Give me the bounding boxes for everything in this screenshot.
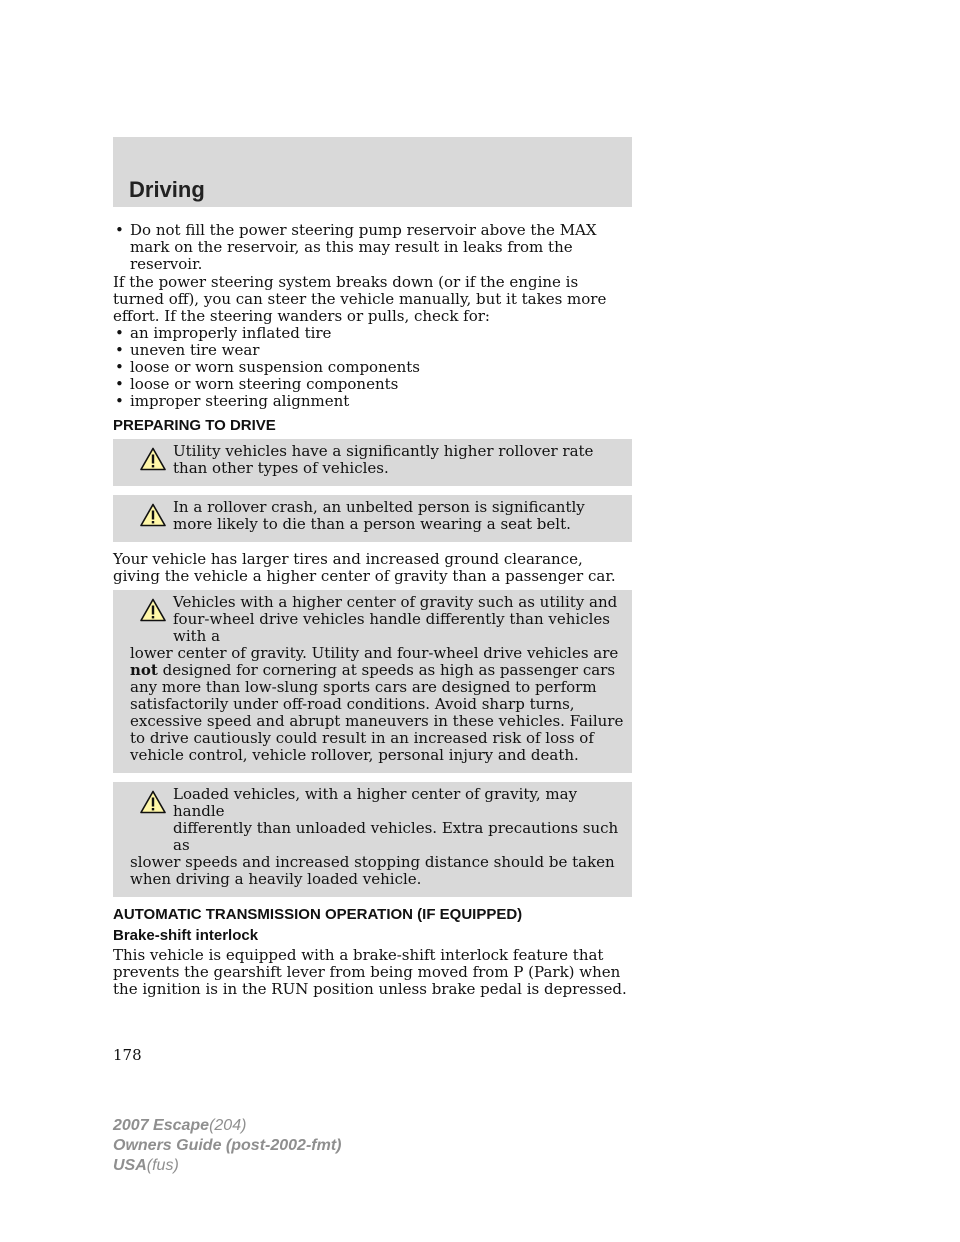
warning-box	[113, 590, 632, 773]
bullet-glyph: •	[115, 375, 124, 393]
warning-box	[113, 495, 632, 542]
warning-box	[113, 782, 632, 897]
paragraph-interlock: This vehicle is equipped with a brake-shift interlock feature that prevents the gearshift lever from being moved from P (Park) when the ignition is in the RUN position unless brake pedal is depressed.	[113, 946, 627, 998]
list-item	[113, 222, 632, 273]
warning-text: Utility vehicles have a significantly higher rollover rate than other types of vehicles.	[173, 442, 594, 477]
warning-text-line: Loaded vehicles, with a higher center of gravity, may handle	[173, 785, 578, 820]
list-item-text: uneven tire wear	[130, 341, 260, 359]
list-item-text: loose or worn steering components	[130, 375, 399, 393]
page-content	[113, 222, 632, 998]
intro-bullet-list	[113, 222, 632, 273]
list-item	[113, 393, 632, 410]
list-item-text: loose or worn suspension components	[130, 358, 421, 376]
footer-market-code: (fus)	[146, 1157, 179, 1174]
warning-text-segment: designed for cornering at speeds as high as passenger cars any more than low-slung sports cars are designed to perform satisfactorily under off-road conditions. Avoid sharp turns, excessive speed and abrupt maneuvers in these vehicles. Failure to drive cautiously could result in an increased risk of loss of vehicle control, vehicle rollover, personal injury and death.	[130, 661, 624, 764]
page-title: Driving	[129, 177, 205, 202]
warning-text-rest	[130, 644, 623, 764]
section-heading-preparing: PREPARING TO DRIVE	[113, 417, 276, 434]
warning-triangle-icon	[140, 790, 166, 814]
footer-line	[113, 1116, 341, 1136]
footer-model: 2007 Escape	[113, 1117, 210, 1134]
list-item-text: an improperly inflated tire	[130, 324, 332, 342]
bullet-glyph: •	[115, 392, 124, 410]
warning-text-line: Vehicles with a higher center of gravity such as utility and	[173, 593, 618, 611]
warning-text-rest: slower speeds and increased stopping distance should be taken when driving a heavily loaded vehicle.	[130, 853, 615, 888]
warning-text-line: differently than unloaded vehicles. Extra precautions such as	[173, 819, 619, 854]
warning-box	[113, 439, 632, 486]
list-item	[113, 376, 632, 393]
list-item	[113, 359, 632, 376]
page-number: 178	[113, 1046, 142, 1064]
footer-line	[113, 1136, 341, 1156]
list-item-text: improper steering alignment	[130, 392, 350, 410]
list-item	[113, 342, 632, 359]
warning-text-segment: lower center of gravity. Utility and four-wheel drive vehicles are	[130, 644, 619, 662]
bullet-glyph: •	[115, 324, 124, 342]
paragraph-tires: Your vehicle has larger tires and increased ground clearance, giving the vehicle a higher center of gravity than a passenger car.	[113, 550, 616, 585]
footer-line	[113, 1156, 341, 1176]
subsection-heading-interlock: Brake-shift interlock	[113, 927, 259, 944]
section-heading-transmission: AUTOMATIC TRANSMISSION OPERATION (IF EQUIPPED)	[113, 906, 523, 923]
warning-triangle-icon	[140, 447, 166, 471]
warning-emphasis: not	[130, 661, 158, 679]
warning-triangle-icon	[140, 503, 166, 527]
warning-text-line: four-wheel drive vehicles handle differently than vehicles with a	[173, 610, 610, 645]
bullet-glyph: •	[115, 221, 124, 239]
footer-model-code: (204)	[209, 1117, 247, 1134]
section-header	[113, 137, 632, 207]
list-item-text: Do not fill the power steering pump reservoir above the MAX mark on the reservoir, as this may result in leaks from the reservoir.	[130, 221, 597, 273]
bullet-glyph: •	[115, 358, 124, 376]
warning-triangle-icon	[140, 598, 166, 622]
document-footer	[113, 1116, 341, 1176]
check-bullet-list	[113, 325, 632, 410]
list-item	[113, 325, 632, 342]
footer-guide: Owners Guide (post-2002-fmt)	[113, 1137, 342, 1154]
footer-market: USA	[113, 1157, 147, 1174]
paragraph-steering: If the power steering system breaks down (or if the engine is turned off), you can steer the vehicle manually, but it takes more effort. If the steering wanders or pulls, check for:	[113, 273, 607, 325]
warning-text: In a rollover crash, an unbelted person is significantly more likely to die than a person wearing a seat belt.	[173, 498, 585, 533]
bullet-glyph: •	[115, 341, 124, 359]
